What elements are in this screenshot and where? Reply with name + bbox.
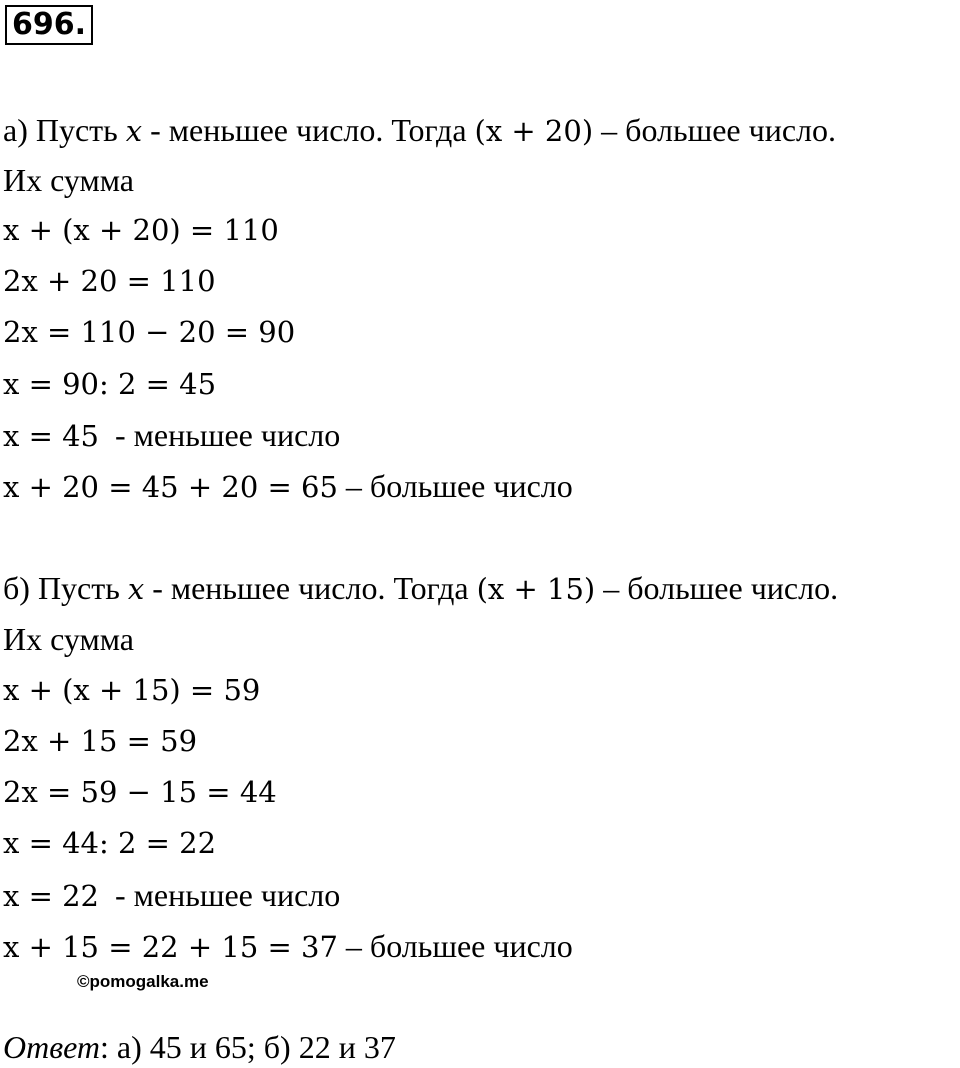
part-b-sum-label: Их сумма bbox=[3, 621, 134, 657]
part-b-smaller-label: - меньшее число bbox=[99, 877, 341, 913]
answer-line bbox=[3, 1027, 396, 1067]
part-b-intro-prefix: б) Пусть bbox=[3, 570, 128, 606]
answer-text: : а) 45 и 65; б) 22 и 37 bbox=[100, 1029, 396, 1065]
part-a-equation-2: 2x + 20 = 110 bbox=[3, 264, 216, 298]
part-a-larger-line bbox=[3, 466, 573, 507]
part-a-variable: x bbox=[125, 114, 143, 148]
part-a-intro-mid: - меньшее число. Тогда bbox=[142, 112, 475, 148]
part-b-equation-1: x + (x + 15) = 59 bbox=[3, 673, 261, 707]
problem-number: 696. bbox=[5, 5, 93, 45]
part-a-smaller-line bbox=[3, 415, 340, 456]
part-a-smaller-eq: x = 45 bbox=[3, 419, 99, 453]
part-b-larger-line bbox=[3, 926, 573, 967]
part-a-equation-4: x = 90: 2 = 45 bbox=[3, 367, 217, 401]
part-a-intro-suffix: – большее число. bbox=[593, 112, 837, 148]
part-b-smaller-line bbox=[3, 875, 340, 916]
part-b-equation-4: x = 44: 2 = 22 bbox=[3, 826, 217, 860]
part-a-equation-3: 2x = 110 − 20 = 90 bbox=[3, 315, 296, 349]
part-a-intro bbox=[3, 110, 836, 151]
answer-label: Ответ bbox=[3, 1029, 100, 1065]
part-a-larger-expr: (x + 20) bbox=[474, 114, 594, 148]
part-b-smaller-eq: x = 22 bbox=[3, 879, 99, 913]
part-a-equation-1: x + (x + 20) = 110 bbox=[3, 213, 279, 247]
part-b-variable: x bbox=[127, 572, 145, 606]
part-b-equation-3: 2x = 59 − 15 = 44 bbox=[3, 775, 277, 809]
part-a-larger-label: – большее число bbox=[337, 468, 573, 504]
part-a-smaller-label: - меньшее число bbox=[99, 417, 341, 453]
watermark: ©pomogalka.me bbox=[77, 972, 209, 991]
part-b-equation-2: 2x + 15 = 59 bbox=[3, 724, 198, 758]
part-a-intro-prefix: а) Пусть bbox=[3, 112, 126, 148]
part-b-larger-label: – большее число bbox=[337, 928, 573, 964]
part-a-larger-eq: x + 20 = 45 + 20 = 65 bbox=[3, 470, 338, 504]
part-b-intro-mid: - меньшее число. Тогда bbox=[144, 570, 477, 606]
part-a-sum-label: Их сумма bbox=[3, 162, 134, 198]
part-b-larger-expr: (x + 15) bbox=[476, 572, 596, 606]
part-b-intro bbox=[3, 568, 838, 609]
part-b-larger-eq: x + 15 = 22 + 15 = 37 bbox=[3, 930, 338, 964]
part-b-intro-suffix: – большее число. bbox=[595, 570, 839, 606]
